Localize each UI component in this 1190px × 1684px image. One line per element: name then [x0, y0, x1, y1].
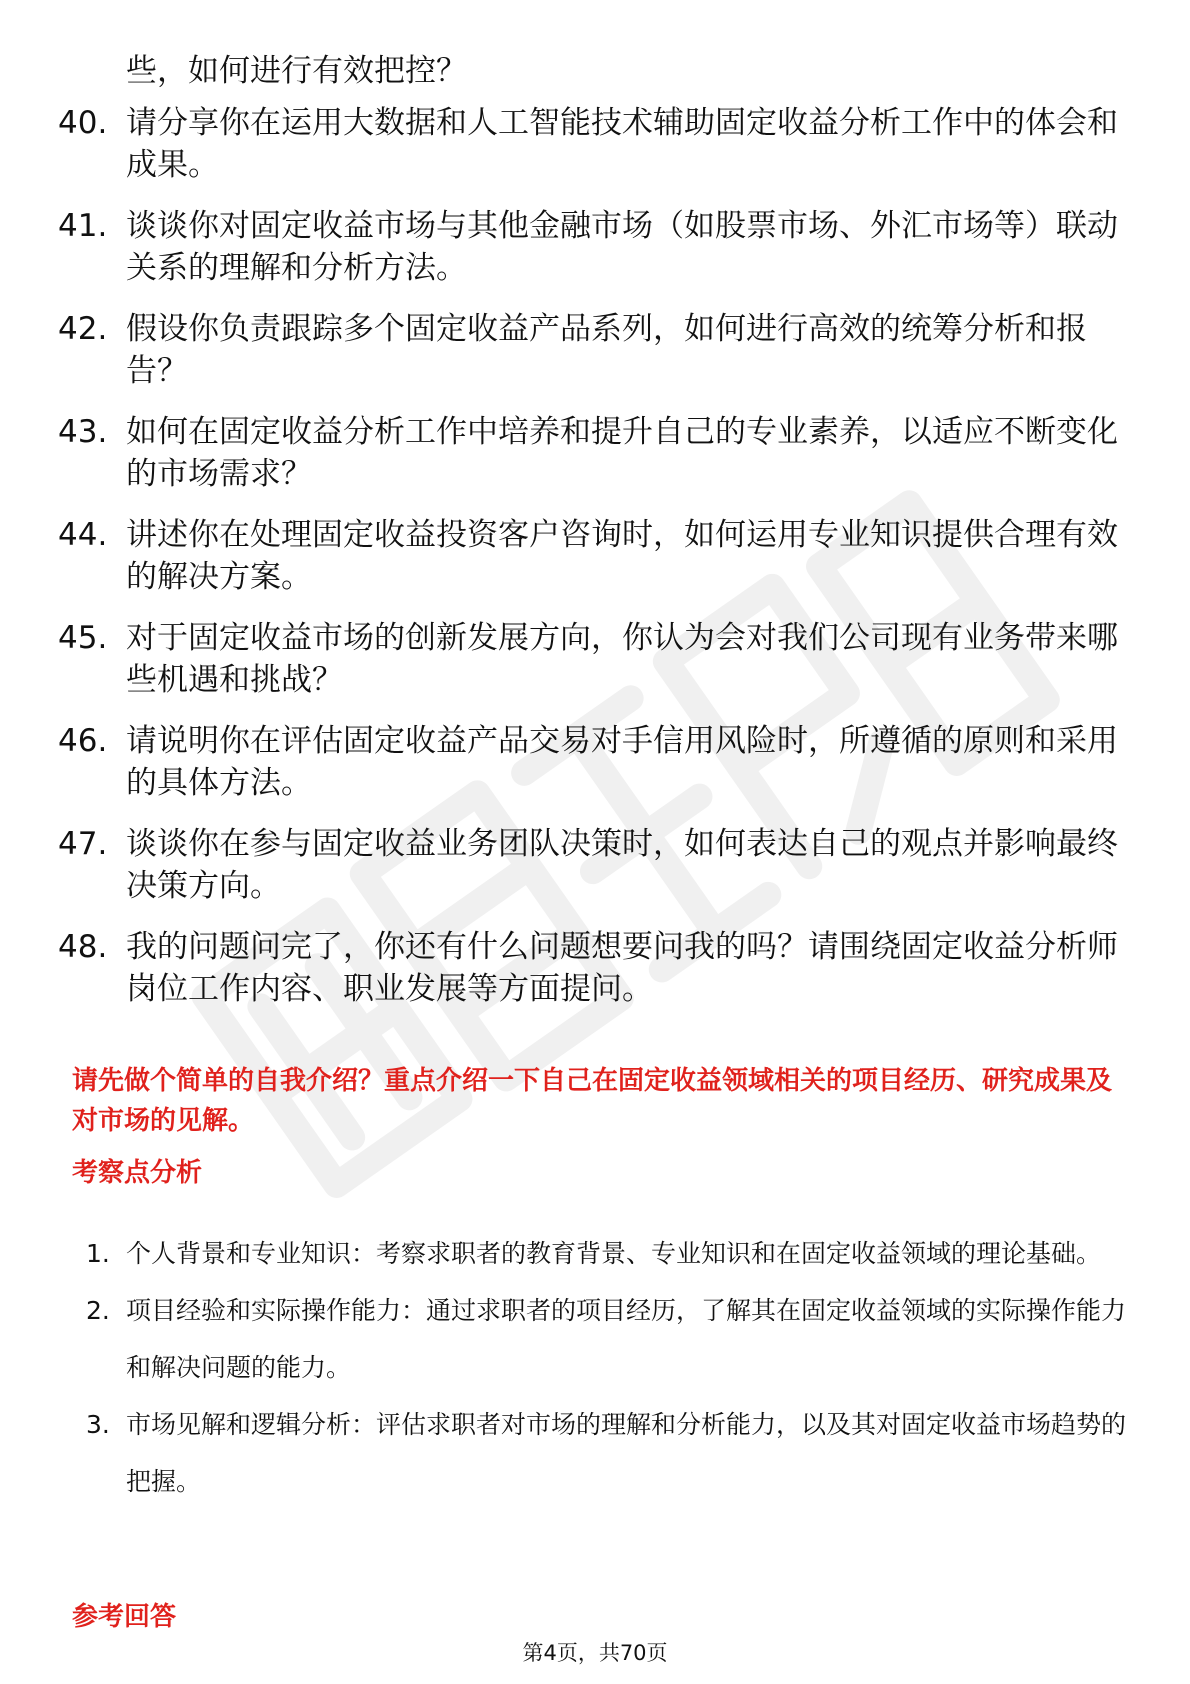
question-text: 请分享你在运用大数据和人工智能技术辅助固定收益分析工作中的体会和成果。	[126, 105, 1118, 183]
question-text: 我的问题问完了，你还有什么问题想要问我的吗？请围绕固定收益分析师岗位工作内容、职业发展等方面提问。	[126, 929, 1118, 1007]
analysis-point-text: 项目经验和实际操作能力：通过求职者的项目经历，了解其在固定收益领域的实际操作能力和解决问题的能力。	[126, 1296, 1127, 1382]
question-item	[58, 617, 1130, 701]
question-number: 42.	[58, 311, 108, 347]
question-text: 假设你负责跟踪多个固定收益产品系列，如何进行高效的统筹分析和报告？	[126, 311, 1087, 389]
analysis-point-text: 市场见解和逻辑分析：评估求职者对市场的理解和分析能力，以及其对固定收益市场趋势的把握。	[126, 1410, 1127, 1496]
question-item	[58, 102, 1130, 186]
question-number: 46.	[58, 723, 108, 759]
analysis-point-list	[86, 1225, 1126, 1510]
analysis-point-number: 1.	[86, 1239, 110, 1268]
analysis-point-number: 3.	[86, 1410, 110, 1439]
question-number: 48.	[58, 929, 108, 965]
question-number: 41.	[58, 208, 108, 244]
analysis-point	[86, 1282, 1126, 1396]
question-list	[58, 102, 1130, 1029]
question-text: 对于固定收益市场的创新发展方向，你认为会对我们公司现有业务带来哪些机遇和挑战？	[126, 620, 1118, 698]
question-number: 47.	[58, 826, 108, 862]
analysis-point	[86, 1396, 1126, 1510]
question-item	[58, 720, 1130, 804]
question-continuation: 些，如何进行有效把控？	[126, 53, 467, 89]
question-item	[58, 514, 1130, 598]
page-footer: 第4页，共70页	[522, 1641, 668, 1665]
question-number: 43.	[58, 414, 108, 450]
question-item	[58, 411, 1130, 495]
analysis-heading: 考察点分析	[72, 1158, 203, 1188]
analysis-point-number: 2.	[86, 1296, 110, 1325]
question-text: 如何在固定收益分析工作中培养和提升自己的专业素养，以适应不断变化的市场需求？	[126, 414, 1118, 492]
question-item	[58, 926, 1130, 1010]
question-item	[58, 308, 1130, 392]
answer-heading: 参考回答	[72, 1602, 177, 1632]
analysis-point-text: 个人背景和专业知识：考察求职者的教育背景、专业知识和在固定收益领域的理论基础。	[126, 1239, 1102, 1268]
question-number: 40.	[58, 105, 108, 141]
question-item	[58, 823, 1130, 907]
question-number: 44.	[58, 517, 108, 553]
question-number: 45.	[58, 620, 108, 656]
question-item	[58, 205, 1130, 289]
question-text: 讲述你在处理固定收益投资客户咨询时，如何运用专业知识提供合理有效的解决方案。	[126, 517, 1118, 595]
question-text: 谈谈你对固定收益市场与其他金融市场（如股票市场、外汇市场等）联动关系的理解和分析方法。	[126, 208, 1118, 286]
analysis-point	[86, 1225, 1126, 1282]
question-text: 谈谈你在参与固定收益业务团队决策时，如何表达自己的观点并影响最终决策方向。	[126, 826, 1118, 904]
question-text: 请说明你在评估固定收益产品交易对手信用风险时，所遵循的原则和采用的具体方法。	[126, 723, 1118, 801]
intro-question-heading: 请先做个简单的自我介绍？重点介绍一下自己在固定收益领域相关的项目经历、研究成果及对市场的见解。	[72, 1066, 1113, 1136]
